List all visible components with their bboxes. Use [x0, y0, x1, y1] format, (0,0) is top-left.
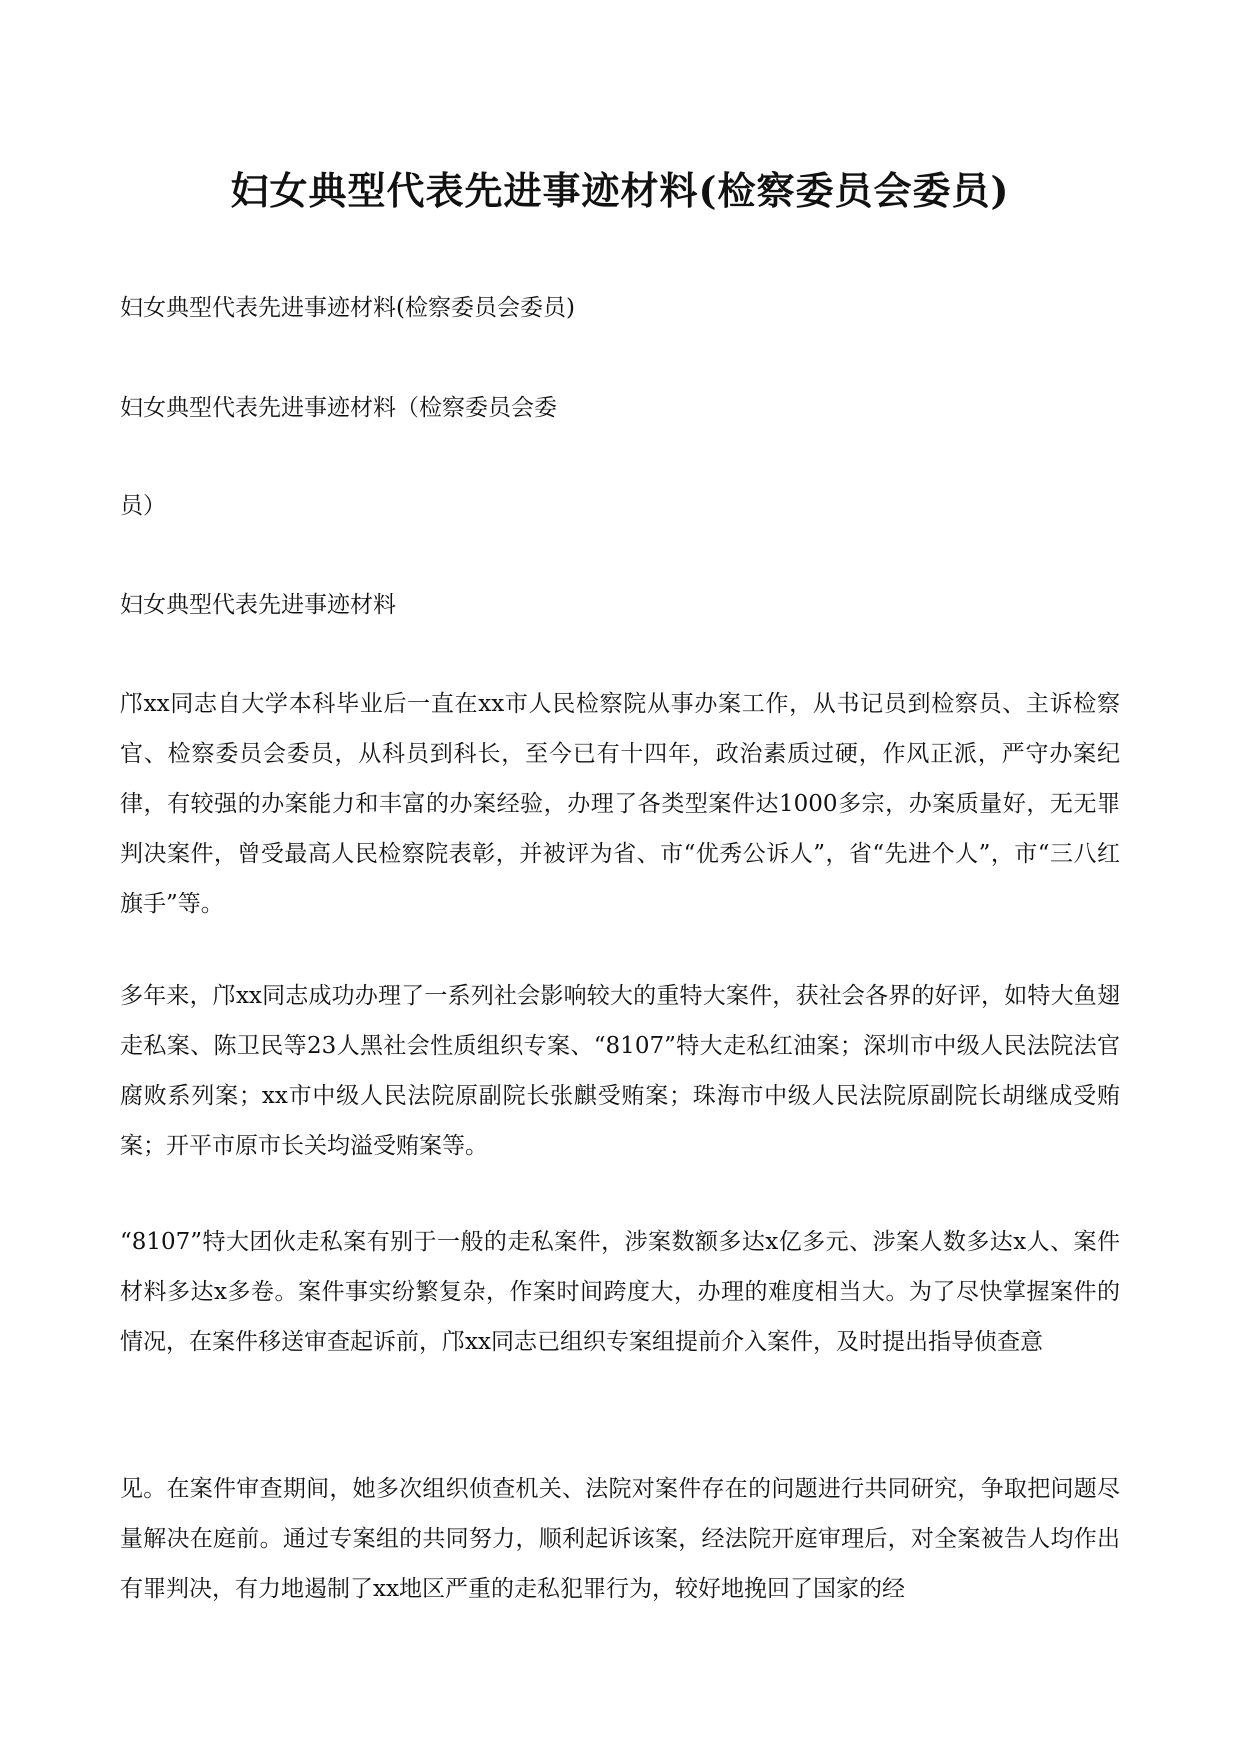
paragraph-body: 见。在案件审查期间，她多次组织侦查机关、法院对案件存在的问题进行共同研究，争取把问题尽量解决在庭前。通过专案组的共同努力，顺利起诉该案，经法院开庭审理后，对全案被告人均作出有罪判决，有力地遏制了xx地区严重的走私犯罪行为，较好地挽回了国家的经 — [120, 1476, 1120, 1602]
document-title: 妇女典型代表先进事迹材料(检察委员会委员) — [230, 168, 1010, 213]
paragraph-body: 邝xx同志自大学本科毕业后一直在xx市人民检察院从事办案工作，从书记员到检察员、主诉检察官、检察委员会委员，从科员到科长，至今已有十四年，政治素质过硬，作风正派，严守办案纪律，有较强的办案能力和丰富的办案经验，办理了各类型案件达1000多宗，办案质量好，无无罪判决案件，曾受最高人民检察院表彰，并被评为省、市“优秀公诉人”，省“先进个人”，市“三八红旗手”等。 — [120, 691, 1120, 917]
paragraph-subtitle-line1: 妇女典型代表先进事迹材料（检察委员会委 — [120, 395, 557, 421]
paragraph-heading: 妇女典型代表先进事迹材料 — [120, 592, 396, 618]
paragraph-subtitle-line2: 员） — [120, 493, 166, 519]
paragraph-subtitle: 妇女典型代表先进事迹材料(检察委员会委员) — [120, 295, 575, 321]
paragraph-body: 多年来，邝xx同志成功办理了一系列社会影响较大的重特大案件，获社会各界的好评，如特大鱼翅走私案、陈卫民等23人黑社会性质组织专案、“8107”特大走私红油案；深圳市中级人民法院法官腐败系列案；xx市中级人民法院原副院长张麒受贿案；珠海市中级人民法院原副院长胡继成受贿案；开平市原市长关均溢受贿案等。 — [120, 983, 1120, 1159]
paragraph-body: “8107”特大团伙走私案有别于一般的走私案件，涉案数额多达x亿多元、涉案人数多达x人、案件材料多达x多卷。案件事实纷繁复杂，作案时间跨度大，办理的难度相当大。为了尽快掌握案件的情况，在案件移送审查起诉前，邝xx同志已组织专案组提前介入案件，及时提出指导侦查意 — [120, 1229, 1120, 1355]
